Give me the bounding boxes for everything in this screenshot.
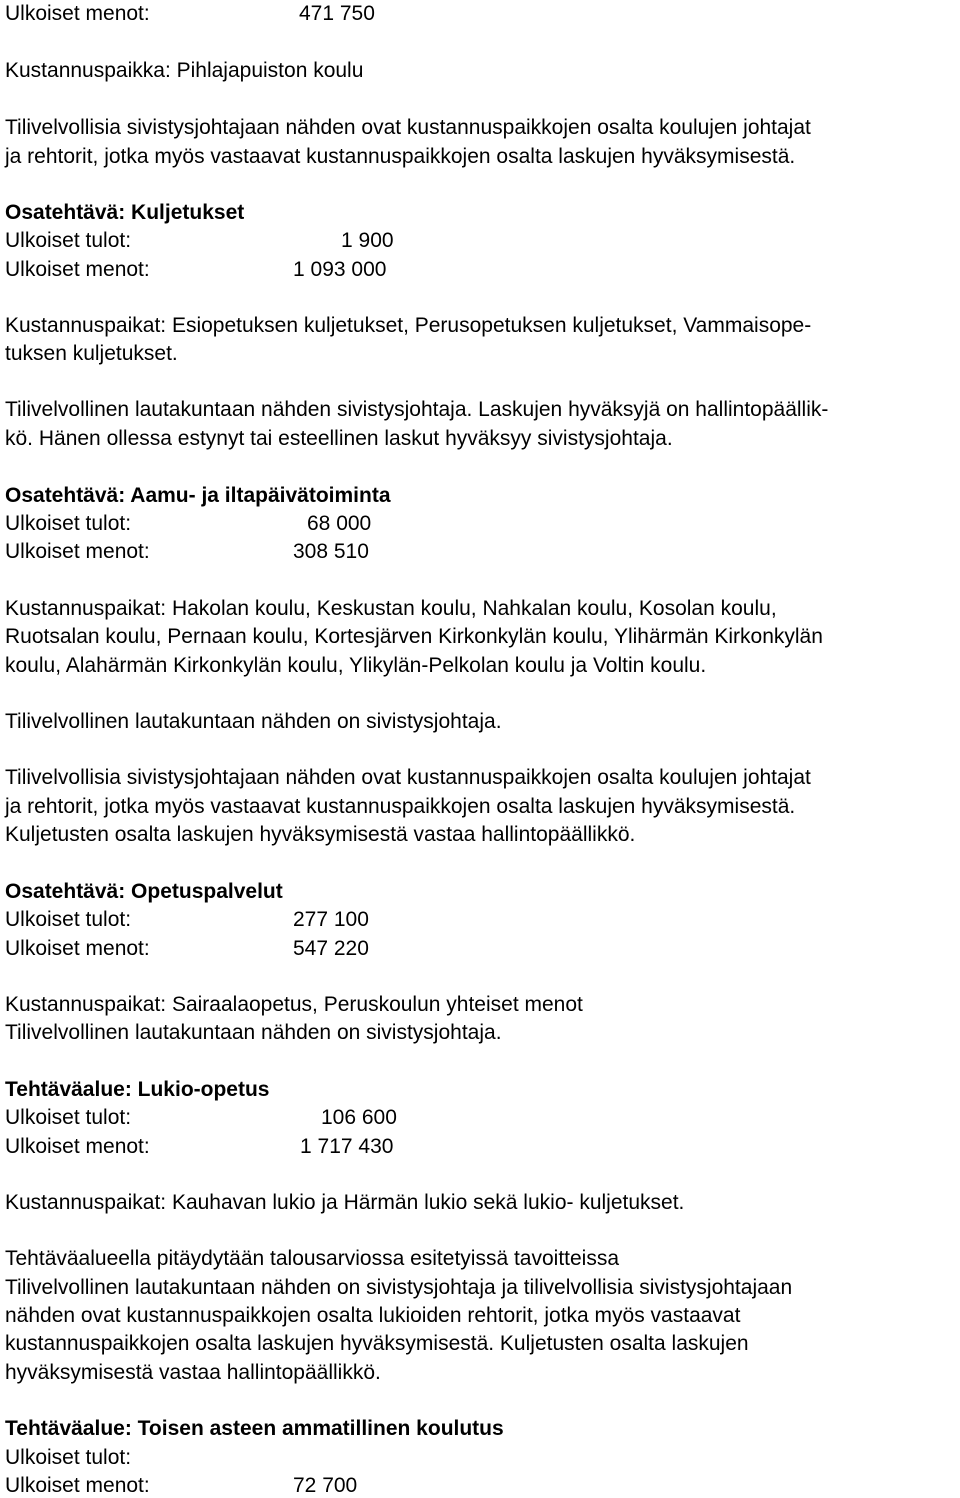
value-ulkoiset-menot: 308 510 (293, 540, 369, 563)
label-ulkoiset-menot: Ulkoiset menot: (5, 937, 150, 960)
label-ulkoiset-tulot: Ulkoiset tulot: (5, 1106, 132, 1129)
value-ulkoiset-menot: 72 700 (293, 1474, 358, 1497)
paragraph-line: Kuljetusten osalta laskujen hyväksymisestä vastaa hallintopäällikkö. (5, 823, 636, 846)
kustannuspaikat-line: Kustannuspaikat: Sairaalaopetus, Peruskoulun yhteiset menot (5, 993, 583, 1016)
paragraph-line: Tilivelvollinen lautakuntaan nähden sivistysjohtaja. Laskujen hyväksyjä on hallintopäällik- (5, 398, 829, 421)
section-heading-aamu: Osatehtävä: Aamu- ja iltapäivätoiminta (5, 484, 391, 507)
paragraph-line: Tilivelvollinen lautakuntaan nähden on sivistysjohtaja. (5, 1021, 502, 1044)
kustannuspaikat-line: Kustannuspaikat: Hakolan koulu, Keskustan koulu, Nahkalan koulu, Kosolan koulu, (5, 597, 777, 620)
paragraph-line: Tilivelvollinen lautakuntaan nähden on sivistysjohtaja ja tilivelvollisia sivistysjohtajaan (5, 1276, 793, 1299)
label-ulkoiset-menot: Ulkoiset menot: (5, 1135, 150, 1158)
kustannuspaikat-line: tuksen kuljetukset. (5, 342, 178, 365)
value-ulkoiset-menot: 1 093 000 (293, 258, 387, 281)
label-ulkoiset-tulot: Ulkoiset tulot: (5, 1446, 132, 1469)
paragraph-line: Tilivelvollinen lautakuntaan nähden on sivistysjohtaja. (5, 710, 502, 733)
section-heading-kuljetukset: Osatehtävä: Kuljetukset (5, 201, 245, 224)
section-heading-ammatillinen: Tehtäväalue: Toisen asteen ammatillinen koulutus (5, 1417, 504, 1440)
paragraph-line: kö. Hänen ollessa estynyt tai esteellinen laskut hyväksyy sivistysjohtaja. (5, 427, 673, 450)
label-ulkoiset-menot: Ulkoiset menot: (5, 1474, 150, 1497)
value-ulkoiset-tulot: 106 600 (321, 1106, 397, 1129)
label-ulkoiset-tulot: Ulkoiset tulot: (5, 512, 132, 535)
value-ulkoiset-tulot: 277 100 (293, 908, 369, 931)
kustannuspaikat-line: koulu, Alahärmän Kirkonkylän koulu, Ylikylän-Pelkolan koulu ja Voltin koulu. (5, 654, 707, 677)
paragraph-line: ja rehtorit, jotka myös vastaavat kustannuspaikkojen osalta laskujen hyväksymisestä. (5, 795, 796, 818)
section-heading-lukio: Tehtäväalue: Lukio-opetus (5, 1078, 270, 1101)
kustannuspaikka-line: Kustannuspaikka: Pihlajapuiston koulu (5, 59, 364, 82)
paragraph-line: ja rehtorit, jotka myös vastaavat kustannuspaikkojen osalta laskujen hyväksymisestä. (5, 145, 796, 168)
paragraph-line: Tilivelvollisia sivistysjohtajaan nähden ovat kustannuspaikkojen osalta koulujen johtajat (5, 766, 811, 789)
paragraph-line: Tilivelvollisia sivistysjohtajaan nähden ovat kustannuspaikkojen osalta koulujen johtajat (5, 116, 811, 139)
value-ulkoiset-menot: 1 717 430 (300, 1135, 394, 1158)
kustannuspaikat-line: Kustannuspaikat: Kauhavan lukio ja Härmän lukio sekä lukio- kuljetukset. (5, 1191, 685, 1214)
value-ulkoiset-tulot: 1 900 (341, 229, 394, 252)
value-ulkoiset-menot: 471 750 (299, 2, 375, 25)
paragraph-line: Tehtäväalueella pitäydytään talousarviossa esitetyissä tavoitteissa (5, 1247, 620, 1270)
kustannuspaikat-line: Ruotsalan koulu, Pernaan koulu, Kortesjärven Kirkonkylän koulu, Ylihärmän Kirkonkylän (5, 625, 823, 648)
label-ulkoiset-menot: Ulkoiset menot: (5, 540, 150, 563)
paragraph-line: hyväksymisestä vastaa hallintopäällikkö. (5, 1361, 381, 1384)
section-heading-opetuspalvelut: Osatehtävä: Opetuspalvelut (5, 880, 283, 903)
paragraph-line: nähden ovat kustannuspaikkojen osalta lukioiden rehtorit, jotka myös vastaavat (5, 1304, 741, 1327)
label-ulkoiset-tulot: Ulkoiset tulot: (5, 229, 132, 252)
label-ulkoiset-menot: Ulkoiset menot: (5, 258, 150, 281)
label-ulkoiset-menot: Ulkoiset menot: (5, 2, 150, 25)
value-ulkoiset-tulot: 68 000 (307, 512, 372, 535)
paragraph-line: kustannuspaikkojen osalta laskujen hyväksymisestä. Kuljetusten osalta laskujen (5, 1332, 749, 1355)
kustannuspaikat-line: Kustannuspaikat: Esiopetuksen kuljetukset, Perusopetuksen kuljetukset, Vammaisope- (5, 314, 812, 337)
label-ulkoiset-tulot: Ulkoiset tulot: (5, 908, 132, 931)
value-ulkoiset-menot: 547 220 (293, 937, 369, 960)
